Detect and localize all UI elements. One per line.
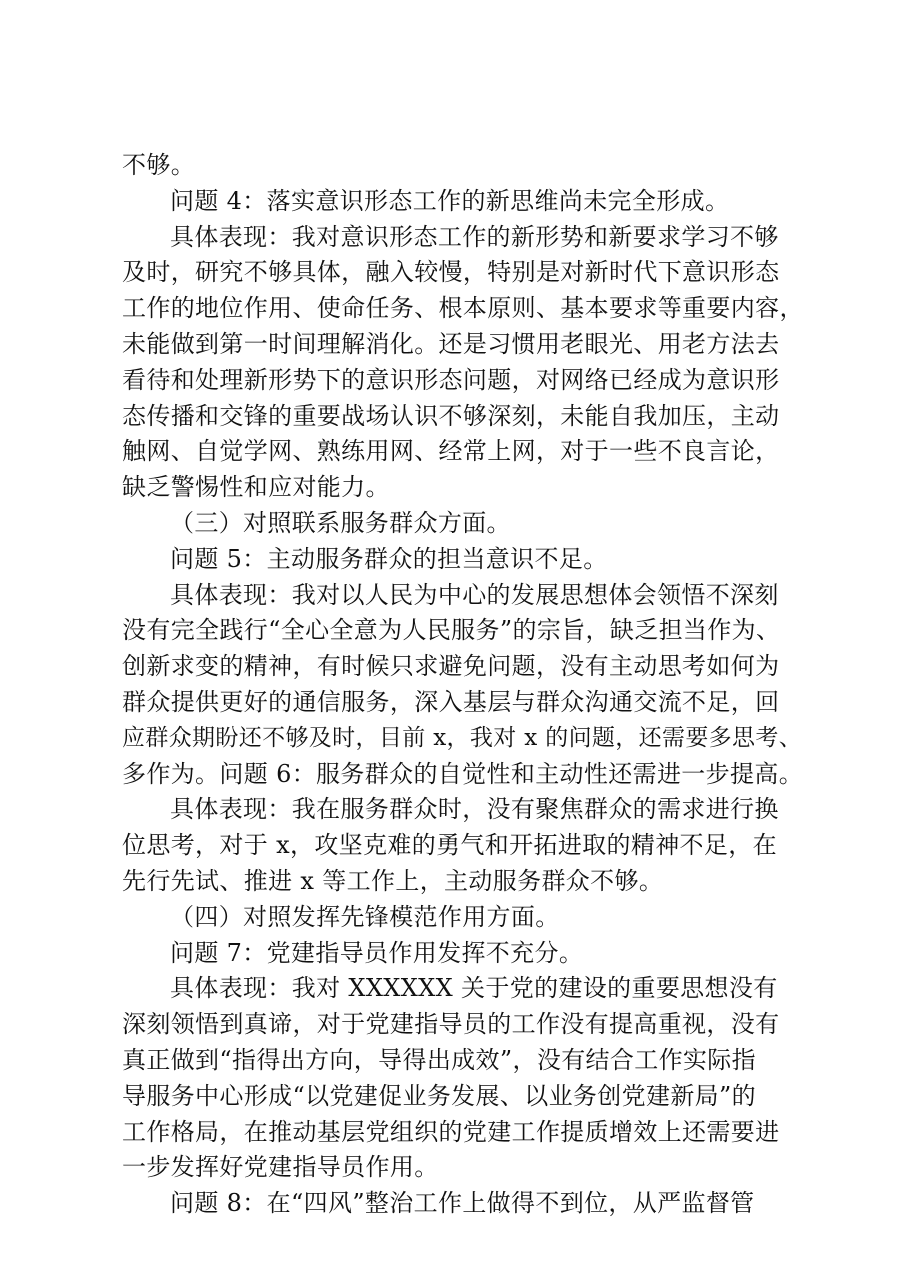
body-line: 具体表现：我对以人民为中心的发展思想体会领悟不深刻 [170,580,779,609]
body-line: 触网、自觉学网、熟练用网、经常上网，对于一些不良言论， [122,437,780,466]
body-line: 创新求变的精神，有时候只求避免问题，没有主动思考如何为 [122,652,780,681]
section-heading: （四）对照发挥先锋模范作用方面。 [170,902,560,931]
body-line: 缺乏警惕性和应对能力。 [122,473,390,502]
body-line: 一步发挥好党建指导员作用。 [122,1153,439,1182]
body-line: 具体表现：我对 XXXXXX 关于党的建设的重要思想没有 [170,974,778,1003]
body-line: 未能做到第一时间理解消化。还是习惯用老眼光、用老方法去 [122,329,780,358]
body-line: 深刻领悟到真谛，对于党建指导员的工作没有提高重视，没有 [122,1010,780,1039]
body-line: 态传播和交锋的重要战场认识不够深刻，未能自我加压，主动 [122,401,780,430]
body-line: 具体表现：我对意识形态工作的新形势和新要求学习不够 [170,222,779,251]
body-line: 先行先试、推进 x 等工作上，主动服务群众不够。 [122,866,664,895]
body-line: 看待和处理新形势下的意识形态问题，对网络已经成为意识形 [122,365,780,394]
body-line: 应群众期盼还不够及时，目前 x，我对 x 的问题，还需要多思考、 [122,724,803,751]
body-line: 群众提供更好的通信服务，深入基层与群众沟通交流不足，回 [122,687,780,716]
problem-heading: 问题 4：落实意识形态工作的新思维尚未完全形成。 [170,186,730,215]
body-line: 不够。 [122,151,196,179]
body-line: 多作为。问题 6：服务群众的自觉性和主动性还需进一步提高。 [122,759,804,788]
body-line: 工作的地位作用、使命任务、根本原则、基本要求等重要内容， [122,294,804,323]
problem-heading: 问题 5：主动服务群众的担当意识不足。 [170,544,608,573]
body-line: 没有完全践行“全心全意为人民服务”的宗旨，缺乏担当作为、 [122,616,781,645]
document-body [122,148,812,1222]
body-line: 位思考，对于 x，攻坚克难的勇气和开拓进取的精神不足，在 [122,831,777,860]
problem-heading: 问题 8：在“四风”整治工作上做得不到位，从严监督管 [170,1189,755,1218]
body-line: 及时，研究不够具体，融入较慢，特别是对新时代下意识形态 [122,258,780,287]
problem-heading: 问题 7：党建指导员作用发挥不充分。 [170,938,584,967]
section-heading: （三）对照联系服务群众方面。 [170,508,511,537]
body-line: 导服务中心形成“以党建促业务发展、以业务创党建新局”的 [122,1081,756,1110]
body-line: 具体表现：我在服务群众时，没有聚焦群众的需求进行换 [170,795,779,824]
body-line: 真正做到“指得出方向，导得出成效”，没有结合工作实际指 [122,1045,756,1074]
body-line: 工作格局，在推动基层党组织的党建工作提质增效上还需要进 [122,1117,780,1146]
